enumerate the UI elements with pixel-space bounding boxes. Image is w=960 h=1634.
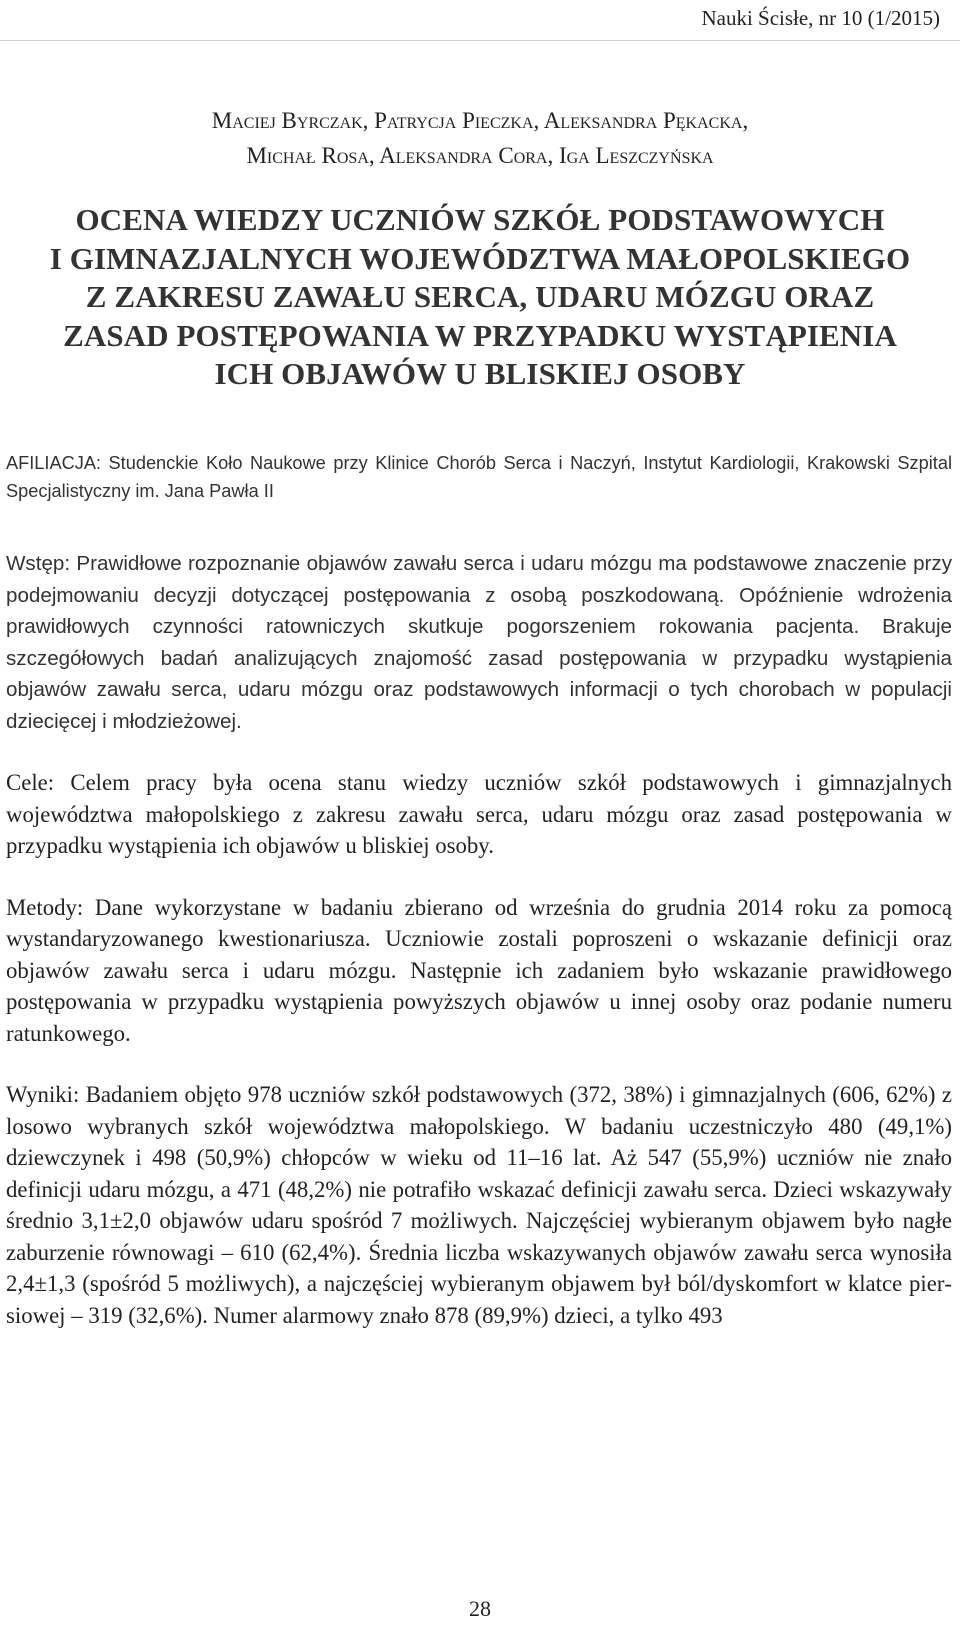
title-line-3: Z ZAKRESU ZAWAŁU SERCA, UDARU MÓZGU ORAZ <box>85 279 875 314</box>
author-list <box>0 103 960 173</box>
title-line-1: OCENA WIEDZY UCZNIÓW SZKÓŁ PODSTAWOWYCH <box>75 202 885 237</box>
page-number: 28 <box>469 1596 491 1621</box>
journal-running-header: Nauki Ścisłe, nr 10 (1/2015) <box>701 6 940 30</box>
abstract <box>6 548 952 1361</box>
title-line-2: I GIMNAZJALNYCH WOJEWÓDZTWA MAŁOPOLSKIEGO <box>49 240 911 276</box>
header-divider <box>0 40 960 41</box>
author-line-1: Maciej Byrczak, Patrycja Pieczka, Aleksandra Pękacka, <box>211 108 749 133</box>
title-line-4: ZASAD POSTĘPOWANIA W PRZYPADKU WYSTĄPIENIA <box>63 317 897 353</box>
abstract-results: Wyniki: Badaniem objęto 978 uczniów szkół podstawowych (372, 38%) i gimnazjalnych (606, 62%) z losowo wybranych szkół województwa małopolskiego. W badaniu uczestniczyło 480 (49,1%) dziewczynek i 498 (50,9%) chłopców w wieku od 11–16 lat. Aż 547 (55,9%) uczniów nie znało definicji udaru mózgu, a 471 (48,2%) nie potrafiło wskazać definicji zawału serca. Dzieci wskazywały średnio 3,1±2,0 objawów udaru spośród 7 możliwych. Najczęściej wybieranym objawem było nagłe zaburzenie równowagi – 610 (62,4%). Średnia liczba wskazywanych objawów zawału serca wynosiła 2,4±1,3 (spośród 5 możliwych), a najczęściej wybieranym objawem był ból/dyskomfort w klatce piersiowej – 319 (32,6%). Numer alarmowy znało 878 (89,9%) dzieci, a tylko 493 <box>6 1082 952 1328</box>
abstract-methods: Metody: Dane wykorzystane w badaniu zbierano od września do grudnia 2014 roku za pomocą wystandaryzowanego kwestionariusza. Uczniowie zostali poproszeni o wskazanie definicji oraz objawów zawału serca i udaru mózgu. Następnie ich zadaniem było wskazanie prawidłowego postępowania w przypadku wystąpienia powyższych objawów u innej osoby oraz podanie numeru ratunkowego. <box>6 894 952 1046</box>
affiliation: AFILIACJA: Studenckie Koło Naukowe przy Klinice Chorób Serca i Naczyń, Instytut Kardiologii, Krakowski Szpital Specjalistyczny im. Jana Pawła II <box>6 453 952 501</box>
author-line-2: Michał Rosa, Aleksandra Cora, Iga Leszczyńska <box>246 143 714 168</box>
title-line-5: ICH OBJAWÓW U BLISKIEJ OSOBY <box>214 356 746 391</box>
abstract-aims: Cele: Celem pracy była ocena stanu wiedzy uczniów szkół podstawowych i gimnazjalnych województwa małopolskiego z zakresu zawału serca, udaru mózgu oraz zasad postępowania w przypadku wystąpienia ich objawów u bliskiej osoby. <box>6 770 952 858</box>
paper-title <box>0 201 960 394</box>
abstract-introduction: Wstęp: Prawidłowe rozpoznanie objawów zawału serca i udaru mózgu ma podstawowe znaczenie przy podejmowaniu decyzji dotyczącej postępowania z osobą poszkodowaną. Opóźnienie wdrożenia prawidłowych czynności ratowniczych skutkuje pogorszeniem rokowania pacjenta. Brakuje szczegółowych badań analizujących znajomość zasad postępowania w przypadku wystąpienia objawów zawału serca, udaru mózgu oraz podstawowych informacji o tych chorobach w populacji dziecięcej i młodzieżowej. <box>6 552 952 733</box>
